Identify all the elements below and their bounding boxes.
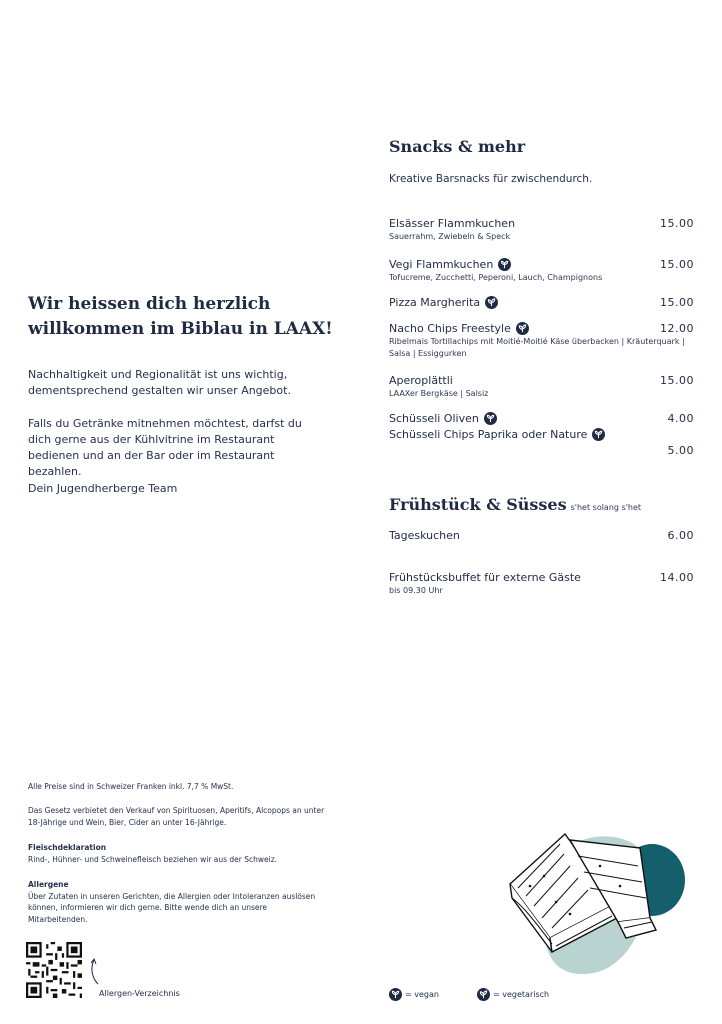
meat-declaration-text: Rind-, Hühner- und Schweinefleisch beziehen wir aus der Schweiz.: [28, 854, 278, 864]
vegan-icon: [498, 258, 511, 271]
menu-item: [389, 428, 694, 441]
intro-paragraph-2: Falls du Getränke mitnehmen möchtest, darfst du dich gerne aus der Kühlvitrine im Restaurant bedienen und an der Bar oder im Restaurant bezahlen.: [28, 417, 302, 478]
fruehstueck-note: s'het solang s'het: [570, 503, 642, 512]
item-price: 6.00: [667, 529, 694, 542]
intro-signature: Dein Jugendherberge Team: [28, 482, 178, 495]
menu-item: [389, 412, 694, 425]
item-description: Sauerrahm, Zwiebeln & Speck: [389, 232, 511, 241]
item-description: Ribelmais Tortillachips mit Moitié-Moitié Käse überbacken | Kräuterquark | Salsa | Essiggurken: [389, 337, 685, 358]
item-price: 14.00: [660, 571, 694, 584]
snacks-title: Snacks & mehr: [389, 137, 526, 156]
fruehstueck-title: [389, 495, 641, 514]
vegetarian-icon: [477, 988, 490, 1001]
item-description: LAAXer Bergkäse | Salsiz: [389, 389, 489, 398]
allergen-title: Allergene: [28, 880, 69, 889]
allergen-list-link[interactable]: Allergen-Verzeichnis: [99, 989, 180, 998]
menu-item: [389, 374, 694, 400]
item-description: bis 09.30 Uhr: [389, 586, 443, 595]
item-name: Elsässer Flammkuchen: [389, 217, 516, 230]
item-price: 15.00: [660, 296, 694, 309]
allergen-qr-code[interactable]: [26, 942, 82, 998]
legend-vegetarian: [477, 988, 549, 1001]
welcome-title-line-1: Wir heissen dich herzlich: [28, 294, 271, 314]
vegan-icon: [592, 428, 605, 441]
item-price: 15.00: [660, 374, 694, 387]
item-description: Tofucreme, Zucchetti, Peperoni, Lauch, Champignons: [389, 273, 603, 282]
curved-arrow-icon: [86, 956, 106, 986]
menu-item: [389, 296, 694, 309]
menu-item: [389, 322, 694, 360]
legend-vegan-label: = vegan: [405, 990, 439, 999]
item-name: Schüsseli Oliven: [389, 412, 479, 425]
allergen-text: Über Zutaten in unseren Gerichten, die Allergien oder Intoleranzen auslösen können, informieren wir dich gerne. Bitte wende dich an unsere Mitarbeitenden.: [28, 891, 316, 924]
item-name: Frühstücksbuffet für externe Gäste: [389, 571, 581, 584]
vegan-icon: [389, 988, 402, 1001]
meat-declaration-title: Fleischdeklaration: [28, 843, 107, 852]
item-name: Aperoplättli: [389, 374, 453, 387]
item-name: Vegi Flammkuchen: [389, 258, 494, 271]
prices-note: Alle Preise sind in Schweizer Franken inkl. 7,7 % MwSt.: [28, 782, 234, 791]
item-price: 5.00: [667, 444, 694, 457]
item-price: 12.00: [660, 322, 694, 335]
menu-item: [389, 217, 694, 243]
item-price: 4.00: [667, 412, 694, 425]
meat-declaration: [28, 842, 328, 865]
item-name: Schüsseli Chips Paprika oder Nature: [389, 428, 588, 441]
allergen-note: [28, 879, 328, 925]
law-note: Das Gesetz verbietet den Verkauf von Spirituosen, Aperitifs, Alcopops an unter 18-Jährige und Wein, Bier, Cider an unter 16-Jährige.: [28, 806, 325, 827]
welcome-title-line-2: willkommen im Biblau in LAAX!: [28, 319, 333, 339]
intro-paragraph-1: Nachhaltigkeit und Regionalität ist uns wichtig, dementsprechend gestalten wir unser Angebot.: [28, 368, 291, 397]
item-name: Pizza Margherita: [389, 296, 481, 309]
item-name: Tageskuchen: [389, 529, 460, 542]
legend-vegetarian-label: = vegetarisch: [493, 990, 550, 999]
item-price: 15.00: [660, 258, 694, 271]
legend-vegan: [389, 988, 439, 1001]
vegetarian-icon: [516, 322, 529, 335]
vegetarian-icon: [485, 296, 498, 309]
item-price: 15.00: [660, 217, 694, 230]
item-name: Nacho Chips Freestyle: [389, 322, 511, 335]
menu-item: [389, 571, 694, 597]
sandwich-illustration: [500, 826, 690, 982]
menu-item: [389, 529, 694, 542]
snacks-subtitle: Kreative Barsnacks für zwischendurch.: [389, 173, 593, 185]
vegan-icon: [484, 412, 497, 425]
menu-item: [389, 258, 694, 284]
fruehstueck-title-text: Frühstück & Süsses: [389, 495, 567, 514]
welcome-heading: [28, 292, 348, 342]
